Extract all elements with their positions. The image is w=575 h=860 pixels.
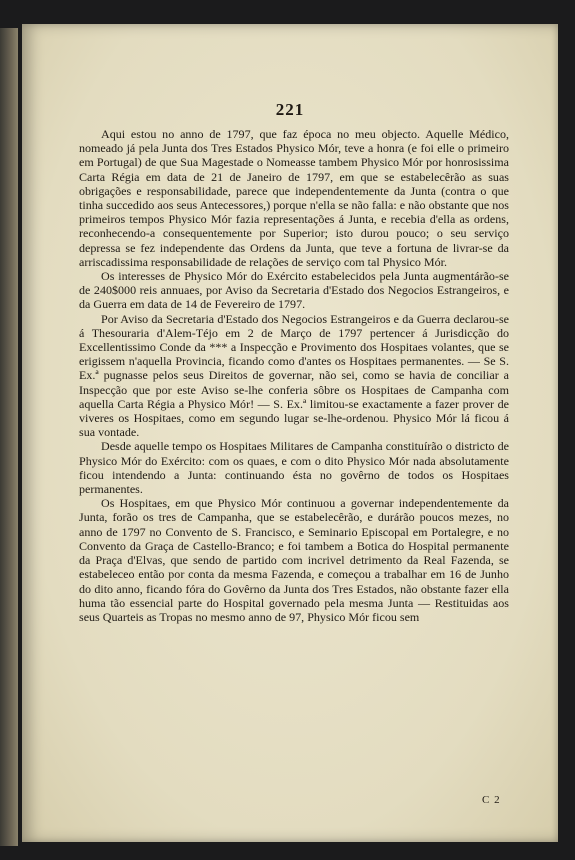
paragraph: Aqui estou no anno de 1797, que faz época no meu objecto. Aquelle Médico, nomeado já pela Junta dos Tres Estados Physico Mór, teve a honra (e foi elle o primeiro em Portugal) de que Sua Magestade o Nomeasse tambem Physico Mór por honrosissima Carta Régia em data de 21 de Janeiro de 1797, em que se estabelecêrão as suas obrigações e responsabilidade, parece que independentemente da Junta (contra o que tinha succedido aos seus Antecessores,) porque n'ella se não falla: e não obstante que nos primeiros tempos Physico Mór fazia representações á Junta, e recebia d'ella as ordens, reconhecendo-a consequentemente por Superior; isto durou pouco; o seu serviço depressa se fez independente das Ordens da Junta, que teve a fortuna de livrar-se da arriscadissima responsabilidade de relações de serviço com tal Physico Mór. (79, 127, 509, 269)
paragraph: Por Aviso da Secretaria d'Estado dos Negocios Estrangeiros e da Guerra declarou-se á Thesouraria d'Alem-Téjo em 2 de Março de 1797 pertencer á Jurisdicção do Excellentissimo Conde da *** a Inspecção e Provimento dos Hospitaes volantes, que se erigissem n'aquella Provincia, ficando como d'antes os Hospitaes permanentes. — Se S. Ex.ª pugnasse pelos seus Direitos de governar, não sei, como se havia de conciliar a Inspecção que por este Aviso se-lhe conferia sôbre os Hospitaes de Campanha com aquella Carta Régia a Physico Mór! — S. Ex.ª limitou-se exactamente a fazer prover de viveres os Hospitaes, como em segundo lugar se-lhe-ordenou. Physico Mór lá ficou á sua vontade. (79, 311, 509, 440)
page-number: 221 (275, 100, 305, 119)
page-edge (0, 28, 18, 846)
paragraph: Desde aquelle tempo os Hospitaes Militares de Campanha constituírão o districto de Physico Mór do Exército: com os quaes, e com o dito Physico Mór nada absolutamente ficou intendendo a Junta: continuando ésta no govêrno de todos os Hospitaes permanentes. (79, 439, 509, 497)
paragraph: Os Hospitaes, em que Physico Mór continuou a governar independentemente da Junta, forão os tres de Campanha, que se estabelecêrão, e durárão poucos mezes, no anno de 1797 no Convento de S. Francisco, e Seminario Episcopal em Portalegre, e no Convento da Graça de Castello-Branco; e foi tambem a Botica do Hospital permanente da Praça d'Elvas, que sendo de partido com incrivel detrimento da Real Fazenda, se estabeleceo então por conta da mesma Fazenda, e começou a trabalhar em 16 de Junho do dito anno, ficando fóra do Govêrno da Junta dos Tres Estados, não obstante fazer ella huma tão essencial parte do Hospital governado pela mesma Junta — Restituidas aos seus Quarteis as Tropas no mesmo anno de 97, Physico Mór ficou sem (79, 496, 509, 624)
paragraph: Os interesses de Physico Mór do Exército estabelecidos pela Junta augmentárão-se de 240$000 reis annuaes, por Aviso da Secretaria d'Estado dos Negocios Estrangeiros, e da Guerra em data de 14 de Fevereiro de 1797. (79, 269, 509, 312)
body-text (79, 127, 509, 624)
signature-mark: C 2 (482, 794, 501, 806)
book-page (22, 24, 558, 842)
